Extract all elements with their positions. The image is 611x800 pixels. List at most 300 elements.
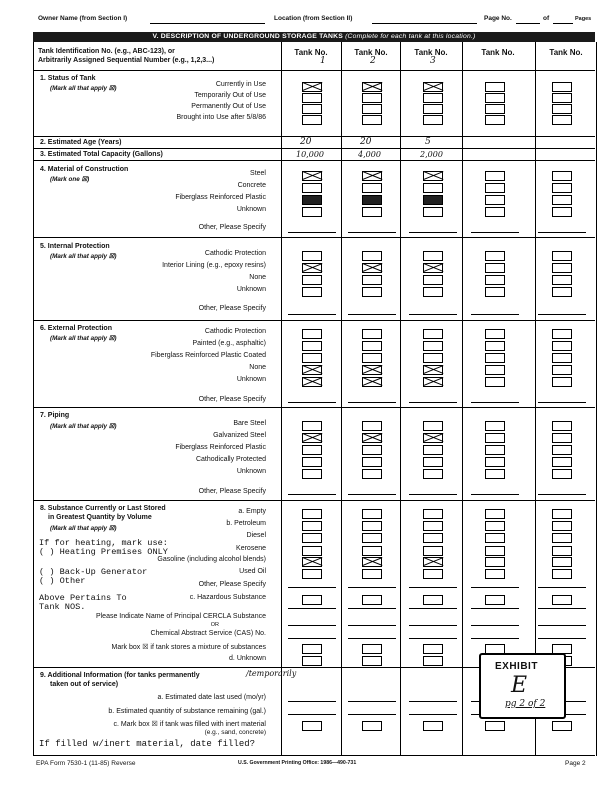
- tank-checkbox[interactable]: [302, 263, 322, 273]
- tank-checkbox[interactable]: [423, 82, 443, 92]
- additional-opt-inert-eg: (e.g., sand, concrete): [204, 729, 266, 736]
- page-no-label: Page No.: [484, 15, 512, 22]
- tank-checkbox[interactable]: [423, 656, 443, 666]
- additional-opt-inert: c. Mark box ☒ if tank was filled with inert material: [113, 721, 266, 728]
- tank-checkbox[interactable]: [362, 263, 382, 273]
- tank-checkbox[interactable]: [362, 595, 382, 605]
- external-opt-painted: Painted (e.g., asphaltic): [192, 340, 266, 347]
- tank-checkbox[interactable]: [485, 104, 505, 114]
- piping-opt-galv: Galvanized Steel: [213, 432, 266, 439]
- tank-checkbox[interactable]: [552, 171, 572, 181]
- substance-opt-cas: Chemical Abstract Service (CAS) No.: [150, 630, 266, 637]
- typed-inert-date: If filled w/inert material, date filled?: [39, 739, 256, 749]
- tank-col-header-1: Tank No.: [294, 48, 328, 57]
- tank-checkbox[interactable]: [485, 377, 505, 387]
- tank-answer-line[interactable]: [348, 314, 396, 315]
- tank-answer-line[interactable]: [409, 714, 457, 715]
- internal-opt-other: Other, Please Specify: [198, 305, 266, 312]
- tank-checkbox[interactable]: [302, 569, 322, 579]
- age-tank-1[interactable]: 20: [300, 137, 312, 147]
- tank-answer-line[interactable]: [538, 608, 586, 609]
- tank-checkbox[interactable]: [362, 183, 382, 193]
- typed-pertains: Above Pertains To: [39, 593, 127, 603]
- tank-checkbox[interactable]: [552, 341, 572, 351]
- substance-opt-other: Other, Please Specify: [198, 581, 266, 588]
- tank-checkbox[interactable]: [423, 433, 443, 443]
- of-line[interactable]: [553, 23, 573, 24]
- exhibit-page: pg 2 of 2: [505, 699, 546, 709]
- internal-opt-lining: Interior Lining (e.g., epoxy resins): [162, 262, 266, 269]
- tank-checkbox[interactable]: [302, 377, 322, 387]
- typed-heating-note: If for heating, mark use:: [39, 538, 168, 548]
- tank-checkbox[interactable]: [423, 275, 443, 285]
- tank-checkbox[interactable]: [423, 287, 443, 297]
- tank-checkbox[interactable]: [485, 195, 505, 205]
- tank-answer-line[interactable]: [288, 714, 336, 715]
- tank-checkbox[interactable]: [302, 656, 322, 666]
- tank-checkbox[interactable]: [485, 569, 505, 579]
- tank-checkbox[interactable]: [552, 521, 572, 531]
- tank-number-2[interactable]: 2: [370, 56, 376, 66]
- tank-checkbox[interactable]: [302, 365, 322, 375]
- material-opt-other: Other, Please Specify: [198, 224, 266, 231]
- tank-checkbox[interactable]: [362, 656, 382, 666]
- tank-checkbox[interactable]: [485, 183, 505, 193]
- tank-checkbox[interactable]: [552, 457, 572, 467]
- substance-opt-kerosene: Kerosene: [236, 545, 266, 552]
- tank-checkbox[interactable]: [302, 275, 322, 285]
- tank-answer-line[interactable]: [348, 638, 396, 639]
- typed-backup-generator: ( ) Back-Up Generator: [39, 567, 148, 577]
- tank-checkbox[interactable]: [362, 93, 382, 103]
- tank-checkbox[interactable]: [552, 82, 572, 92]
- tank-checkbox[interactable]: [362, 104, 382, 114]
- material-opt-steel: Steel: [250, 170, 266, 177]
- external-opt-none: None: [249, 364, 266, 371]
- tank-answer-line[interactable]: [538, 314, 586, 315]
- tank-checkbox[interactable]: [423, 445, 443, 455]
- tank-checkbox[interactable]: [302, 557, 322, 567]
- tank-answer-line[interactable]: [288, 638, 336, 639]
- tank-checkbox[interactable]: [302, 433, 322, 443]
- tank-answer-line[interactable]: [409, 494, 457, 495]
- tank-checkbox[interactable]: [302, 721, 322, 731]
- exhibit-stamp: [479, 653, 566, 719]
- tank-answer-line[interactable]: [409, 314, 457, 315]
- typed-heating-premises: ( ) Heating Premises ONLY: [39, 547, 168, 557]
- piping-opt-unknown: Unknown: [236, 468, 266, 475]
- tank-checkbox[interactable]: [485, 595, 505, 605]
- tank-checkbox[interactable]: [485, 341, 505, 351]
- tank-checkbox[interactable]: [552, 93, 572, 103]
- capacity-tank-2[interactable]: 4,000: [358, 150, 381, 159]
- tank-checkbox[interactable]: [362, 546, 382, 556]
- tank-checkbox[interactable]: [302, 595, 322, 605]
- tank-checkbox[interactable]: [362, 195, 382, 205]
- substance-opt-diesel: Diesel: [246, 532, 266, 539]
- tank-checkbox[interactable]: [485, 263, 505, 273]
- tank-answer-line[interactable]: [288, 314, 336, 315]
- internal-title: 5. Internal Protection: [40, 243, 110, 250]
- tank-answer-line[interactable]: [538, 587, 586, 588]
- tank-checkbox[interactable]: [302, 457, 322, 467]
- tank-checkbox[interactable]: [362, 721, 382, 731]
- tank-col-header-2: Tank No.: [354, 48, 388, 57]
- tank-answer-line[interactable]: [348, 587, 396, 588]
- tank-checkbox[interactable]: [423, 533, 443, 543]
- tank-checkbox[interactable]: [362, 171, 382, 181]
- of-label: of: [543, 15, 550, 22]
- typed-tank-nos: Tank NOS.: [39, 602, 86, 612]
- tank-checkbox[interactable]: [362, 521, 382, 531]
- tank-checkbox[interactable]: [552, 263, 572, 273]
- external-sub: (Mark all that apply ☒): [50, 335, 117, 342]
- tank-checkbox[interactable]: [552, 569, 572, 579]
- tank-answer-line[interactable]: [409, 638, 457, 639]
- age-title: 2. Estimated Age (Years): [40, 139, 122, 146]
- tank-id-label-1: Tank Identification No. (e.g., ABC-123), or: [38, 48, 175, 55]
- tank-checkbox[interactable]: [302, 469, 322, 479]
- tank-answer-line[interactable]: [348, 714, 396, 715]
- external-opt-other: Other, Please Specify: [198, 396, 266, 403]
- tank-answer-line[interactable]: [348, 608, 396, 609]
- age-tank-3[interactable]: 5: [425, 137, 431, 147]
- tank-checkbox[interactable]: [423, 644, 443, 654]
- tank-checkbox[interactable]: [552, 721, 572, 731]
- substance-opt-hazardous: c. Hazardous Substance: [189, 594, 266, 601]
- tank-checkbox[interactable]: [423, 595, 443, 605]
- piping-sub: (Mark all that apply ☒): [50, 423, 117, 430]
- tank-checkbox[interactable]: [302, 329, 322, 339]
- substance-opt-empty: a. Empty: [238, 508, 266, 515]
- tank-col-header-5: Tank No.: [549, 48, 583, 57]
- tank-checkbox[interactable]: [302, 207, 322, 217]
- tank-checkbox[interactable]: [423, 115, 443, 125]
- material-opt-unknown: Unknown: [236, 206, 266, 213]
- tank-number-3[interactable]: 3: [430, 56, 436, 66]
- tank-checkbox[interactable]: [485, 469, 505, 479]
- tank-checkbox[interactable]: [552, 115, 572, 125]
- tank-checkbox[interactable]: [362, 115, 382, 125]
- substance-opt-or: OR: [210, 622, 219, 628]
- tank-checkbox[interactable]: [362, 82, 382, 92]
- tank-checkbox[interactable]: [552, 287, 572, 297]
- tank-answer-line[interactable]: [471, 314, 519, 315]
- tank-checkbox[interactable]: [302, 421, 322, 431]
- tank-checkbox[interactable]: [423, 377, 443, 387]
- tank-checkbox[interactable]: [362, 557, 382, 567]
- tank-checkbox[interactable]: [302, 82, 322, 92]
- tank-checkbox[interactable]: [552, 195, 572, 205]
- tank-checkbox[interactable]: [423, 104, 443, 114]
- tank-checkbox[interactable]: [302, 445, 322, 455]
- tank-checkbox[interactable]: [423, 557, 443, 567]
- additional-opt-quantity: b. Estimated quantity of substance remaining (gal.): [108, 708, 266, 715]
- tank-checkbox[interactable]: [423, 457, 443, 467]
- tank-checkbox[interactable]: [302, 171, 322, 181]
- capacity-tank-1[interactable]: 10,000: [296, 150, 324, 159]
- tank-checkbox[interactable]: [552, 433, 572, 443]
- tank-answer-line[interactable]: [538, 494, 586, 495]
- tank-answer-line[interactable]: [471, 608, 519, 609]
- footer-page: Page 2: [565, 760, 586, 767]
- tank-checkbox[interactable]: [552, 421, 572, 431]
- exhibit-letter: E: [511, 673, 528, 698]
- tank-checkbox[interactable]: [423, 195, 443, 205]
- tank-answer-line[interactable]: [288, 625, 336, 626]
- tank-checkbox[interactable]: [552, 546, 572, 556]
- tank-checkbox[interactable]: [552, 365, 572, 375]
- tank-checkbox[interactable]: [362, 509, 382, 519]
- material-opt-concrete: Concrete: [237, 182, 266, 189]
- tank-checkbox[interactable]: [552, 509, 572, 519]
- tank-checkbox[interactable]: [552, 377, 572, 387]
- tank-answer-line[interactable]: [409, 625, 457, 626]
- tank-checkbox[interactable]: [485, 115, 505, 125]
- tank-checkbox[interactable]: [423, 93, 443, 103]
- tank-checkbox[interactable]: [423, 353, 443, 363]
- tank-answer-line[interactable]: [348, 494, 396, 495]
- tank-checkbox[interactable]: [485, 287, 505, 297]
- owner-name-label: Owner Name (from Section I): [38, 15, 128, 22]
- tank-checkbox[interactable]: [552, 557, 572, 567]
- tank-checkbox[interactable]: [552, 533, 572, 543]
- footer-printer: U.S. Government Printing Office: 1986—490-731: [238, 760, 357, 766]
- tank-answer-line[interactable]: [409, 402, 457, 403]
- tank-checkbox[interactable]: [302, 341, 322, 351]
- tank-checkbox[interactable]: [423, 469, 443, 479]
- tank-answer-line[interactable]: [471, 587, 519, 588]
- capacity-tank-3[interactable]: 2,000: [420, 150, 443, 159]
- tank-checkbox[interactable]: [423, 329, 443, 339]
- capacity-title: 3. Estimated Total Capacity (Gallons): [40, 151, 163, 158]
- tank-checkbox[interactable]: [552, 207, 572, 217]
- tank-answer-line[interactable]: [348, 701, 396, 702]
- tank-answer-line[interactable]: [471, 625, 519, 626]
- tank-checkbox[interactable]: [362, 329, 382, 339]
- piping-opt-cathodic: Cathodically Protected: [195, 456, 266, 463]
- tank-checkbox[interactable]: [485, 353, 505, 363]
- tank-checkbox[interactable]: [423, 569, 443, 579]
- tank-checkbox[interactable]: [423, 183, 443, 193]
- tank-answer-line[interactable]: [409, 701, 457, 702]
- status-opt-brought: Brought into Use after 5/8/86: [176, 114, 266, 121]
- tank-checkbox[interactable]: [362, 469, 382, 479]
- tank-answer-line[interactable]: [471, 494, 519, 495]
- tank-checkbox[interactable]: [362, 421, 382, 431]
- piping-opt-other: Other, Please Specify: [198, 488, 266, 495]
- tank-checkbox[interactable]: [485, 171, 505, 181]
- material-opt-frp: Fiberglass Reinforced Plastic: [175, 194, 266, 201]
- tank-checkbox[interactable]: [302, 93, 322, 103]
- tank-answer-line[interactable]: [288, 608, 336, 609]
- tank-checkbox[interactable]: [362, 287, 382, 297]
- tank-checkbox[interactable]: [302, 195, 322, 205]
- tank-checkbox[interactable]: [302, 183, 322, 193]
- tank-checkbox[interactable]: [362, 457, 382, 467]
- tank-checkbox[interactable]: [485, 365, 505, 375]
- tank-checkbox[interactable]: [423, 365, 443, 375]
- tank-checkbox[interactable]: [552, 329, 572, 339]
- material-title: 4. Material of Construction: [40, 166, 129, 173]
- typed-other: ( ) Other: [39, 576, 86, 586]
- tank-checkbox[interactable]: [485, 329, 505, 339]
- tank-checkbox[interactable]: [485, 521, 505, 531]
- tank-answer-line[interactable]: [409, 232, 457, 233]
- tank-col-header-3: Tank No.: [414, 48, 448, 57]
- tank-checkbox[interactable]: [552, 445, 572, 455]
- substance-title-1: 8. Substance Currently or Last Stored: [40, 505, 166, 512]
- external-opt-frp: Fiberglass Reinforced Plastic Coated: [150, 352, 266, 359]
- pages-label: Pages: [575, 16, 592, 22]
- tank-answer-line[interactable]: [471, 232, 519, 233]
- location-line[interactable]: [372, 23, 477, 24]
- tank-checkbox[interactable]: [362, 353, 382, 363]
- tank-checkbox[interactable]: [423, 341, 443, 351]
- tank-answer-line[interactable]: [348, 232, 396, 233]
- substance-opt-mixture: Mark box ☒ if tank stores a mixture of substances: [111, 644, 266, 651]
- tank-answer-line[interactable]: [538, 232, 586, 233]
- tank-answer-line[interactable]: [409, 608, 457, 609]
- banner-title: V. DESCRIPTION OF UNDERGROUND STORAGE TANKS: [152, 33, 343, 40]
- tank-checkbox[interactable]: [423, 421, 443, 431]
- tank-checkbox[interactable]: [423, 546, 443, 556]
- tank-answer-line[interactable]: [288, 701, 336, 702]
- tank-checkbox[interactable]: [423, 251, 443, 261]
- tank-checkbox[interactable]: [362, 569, 382, 579]
- tank-answer-line[interactable]: [538, 402, 586, 403]
- status-opt-current: Currently in Use: [215, 81, 266, 88]
- additional-title-2: taken out of service): [50, 681, 119, 688]
- tank-checkbox[interactable]: [552, 251, 572, 261]
- footer-form: EPA Form 7530-1 (11-85) Reverse: [36, 760, 136, 767]
- tank-checkbox[interactable]: [485, 457, 505, 467]
- substance-opt-unknown: d. Unknown: [229, 655, 266, 662]
- internal-opt-unknown: Unknown: [236, 286, 266, 293]
- tank-checkbox[interactable]: [362, 275, 382, 285]
- tank-checkbox[interactable]: [485, 445, 505, 455]
- tank-checkbox[interactable]: [552, 595, 572, 605]
- tank-checkbox[interactable]: [302, 546, 322, 556]
- tank-checkbox[interactable]: [485, 207, 505, 217]
- tank-answer-line[interactable]: [538, 625, 586, 626]
- tank-checkbox[interactable]: [362, 445, 382, 455]
- substance-opt-gasoline: Gasoline (including alcohol blends): [157, 556, 266, 563]
- tank-checkbox[interactable]: [485, 721, 505, 731]
- tank-answer-line[interactable]: [288, 494, 336, 495]
- additional-opt-date: a. Estimated date last used (mo/yr): [157, 694, 266, 701]
- tank-checkbox[interactable]: [552, 469, 572, 479]
- tank-checkbox[interactable]: [485, 82, 505, 92]
- tank-col-header-4: Tank No.: [481, 48, 515, 57]
- internal-opt-cathodic: Cathodic Protection: [204, 250, 266, 257]
- piping-opt-frp: Fiberglass Reinforced Plastic: [175, 444, 266, 451]
- tank-checkbox[interactable]: [302, 287, 322, 297]
- tank-checkbox[interactable]: [423, 263, 443, 273]
- piping-opt-bare: Bare Steel: [233, 420, 266, 427]
- tank-checkbox[interactable]: [362, 644, 382, 654]
- tank-checkbox[interactable]: [302, 533, 322, 543]
- tank-checkbox[interactable]: [362, 533, 382, 543]
- tank-checkbox[interactable]: [302, 115, 322, 125]
- status-opt-perm: Permanently Out of Use: [191, 103, 266, 110]
- material-sub: (Mark one ☒): [50, 176, 90, 183]
- tank-checkbox[interactable]: [302, 521, 322, 531]
- tank-checkbox[interactable]: [302, 644, 322, 654]
- internal-opt-none: None: [249, 274, 266, 281]
- tank-checkbox[interactable]: [362, 377, 382, 387]
- piping-title: 7. Piping: [40, 412, 70, 419]
- substance-sub: (Mark all that apply ☒): [50, 525, 117, 532]
- tank-checkbox[interactable]: [423, 521, 443, 531]
- tank-checkbox[interactable]: [485, 509, 505, 519]
- tank-checkbox[interactable]: [485, 533, 505, 543]
- status-opt-temp: Temporarily Out of Use: [194, 92, 266, 99]
- tank-answer-line[interactable]: [288, 587, 336, 588]
- tank-checkbox[interactable]: [423, 171, 443, 181]
- tank-checkbox[interactable]: [552, 183, 572, 193]
- page-no-line[interactable]: [516, 23, 540, 24]
- tank-checkbox[interactable]: [552, 104, 572, 114]
- tank-checkbox[interactable]: [485, 557, 505, 567]
- tank-checkbox[interactable]: [485, 433, 505, 443]
- tank-answer-line[interactable]: [409, 587, 457, 588]
- owner-name-line[interactable]: [150, 23, 265, 24]
- tank-checkbox[interactable]: [362, 433, 382, 443]
- additional-handwritten: /temporarily: [246, 669, 297, 678]
- tank-id-label-2: Arbitrarily Assigned Sequential Number (e.g., 1,2,3...): [38, 57, 215, 64]
- tank-checkbox[interactable]: [362, 207, 382, 217]
- tank-checkbox[interactable]: [362, 365, 382, 375]
- tank-checkbox[interactable]: [423, 207, 443, 217]
- section-banner: [33, 32, 595, 42]
- additional-title-1: 9. Additional Information (for tanks permanently: [40, 672, 200, 679]
- tank-checkbox[interactable]: [485, 275, 505, 285]
- tank-number-1[interactable]: 1: [320, 56, 326, 66]
- status-sub: (Mark all that apply ☒): [50, 85, 117, 92]
- tank-checkbox[interactable]: [302, 353, 322, 363]
- tank-checkbox[interactable]: [552, 275, 572, 285]
- tank-checkbox[interactable]: [302, 251, 322, 261]
- internal-sub: (Mark all that apply ☒): [50, 253, 117, 260]
- tank-checkbox[interactable]: [362, 341, 382, 351]
- tank-checkbox[interactable]: [302, 104, 322, 114]
- substance-opt-used-oil: Used Oil: [239, 568, 266, 575]
- tank-checkbox[interactable]: [362, 251, 382, 261]
- tank-checkbox[interactable]: [302, 509, 322, 519]
- tank-checkbox[interactable]: [423, 721, 443, 731]
- tank-answer-line[interactable]: [348, 625, 396, 626]
- tank-answer-line[interactable]: [471, 638, 519, 639]
- tank-answer-line[interactable]: [348, 402, 396, 403]
- tank-answer-line[interactable]: [538, 638, 586, 639]
- tank-checkbox[interactable]: [485, 546, 505, 556]
- substance-opt-petroleum: b. Petroleum: [226, 520, 266, 527]
- tank-checkbox[interactable]: [485, 251, 505, 261]
- tank-checkbox[interactable]: [485, 93, 505, 103]
- tank-answer-line[interactable]: [288, 402, 336, 403]
- tank-checkbox[interactable]: [423, 509, 443, 519]
- age-tank-2[interactable]: 20: [360, 137, 372, 147]
- exhibit-label: EXHIBIT: [495, 661, 538, 672]
- location-label: Location (from Section II): [274, 15, 353, 22]
- tank-checkbox[interactable]: [552, 353, 572, 363]
- tank-checkbox[interactable]: [485, 421, 505, 431]
- tank-answer-line[interactable]: [471, 402, 519, 403]
- status-title: 1. Status of Tank: [40, 75, 96, 82]
- substance-title-2: in Greatest Quantity by Volume: [48, 514, 152, 521]
- tank-answer-line[interactable]: [288, 232, 336, 233]
